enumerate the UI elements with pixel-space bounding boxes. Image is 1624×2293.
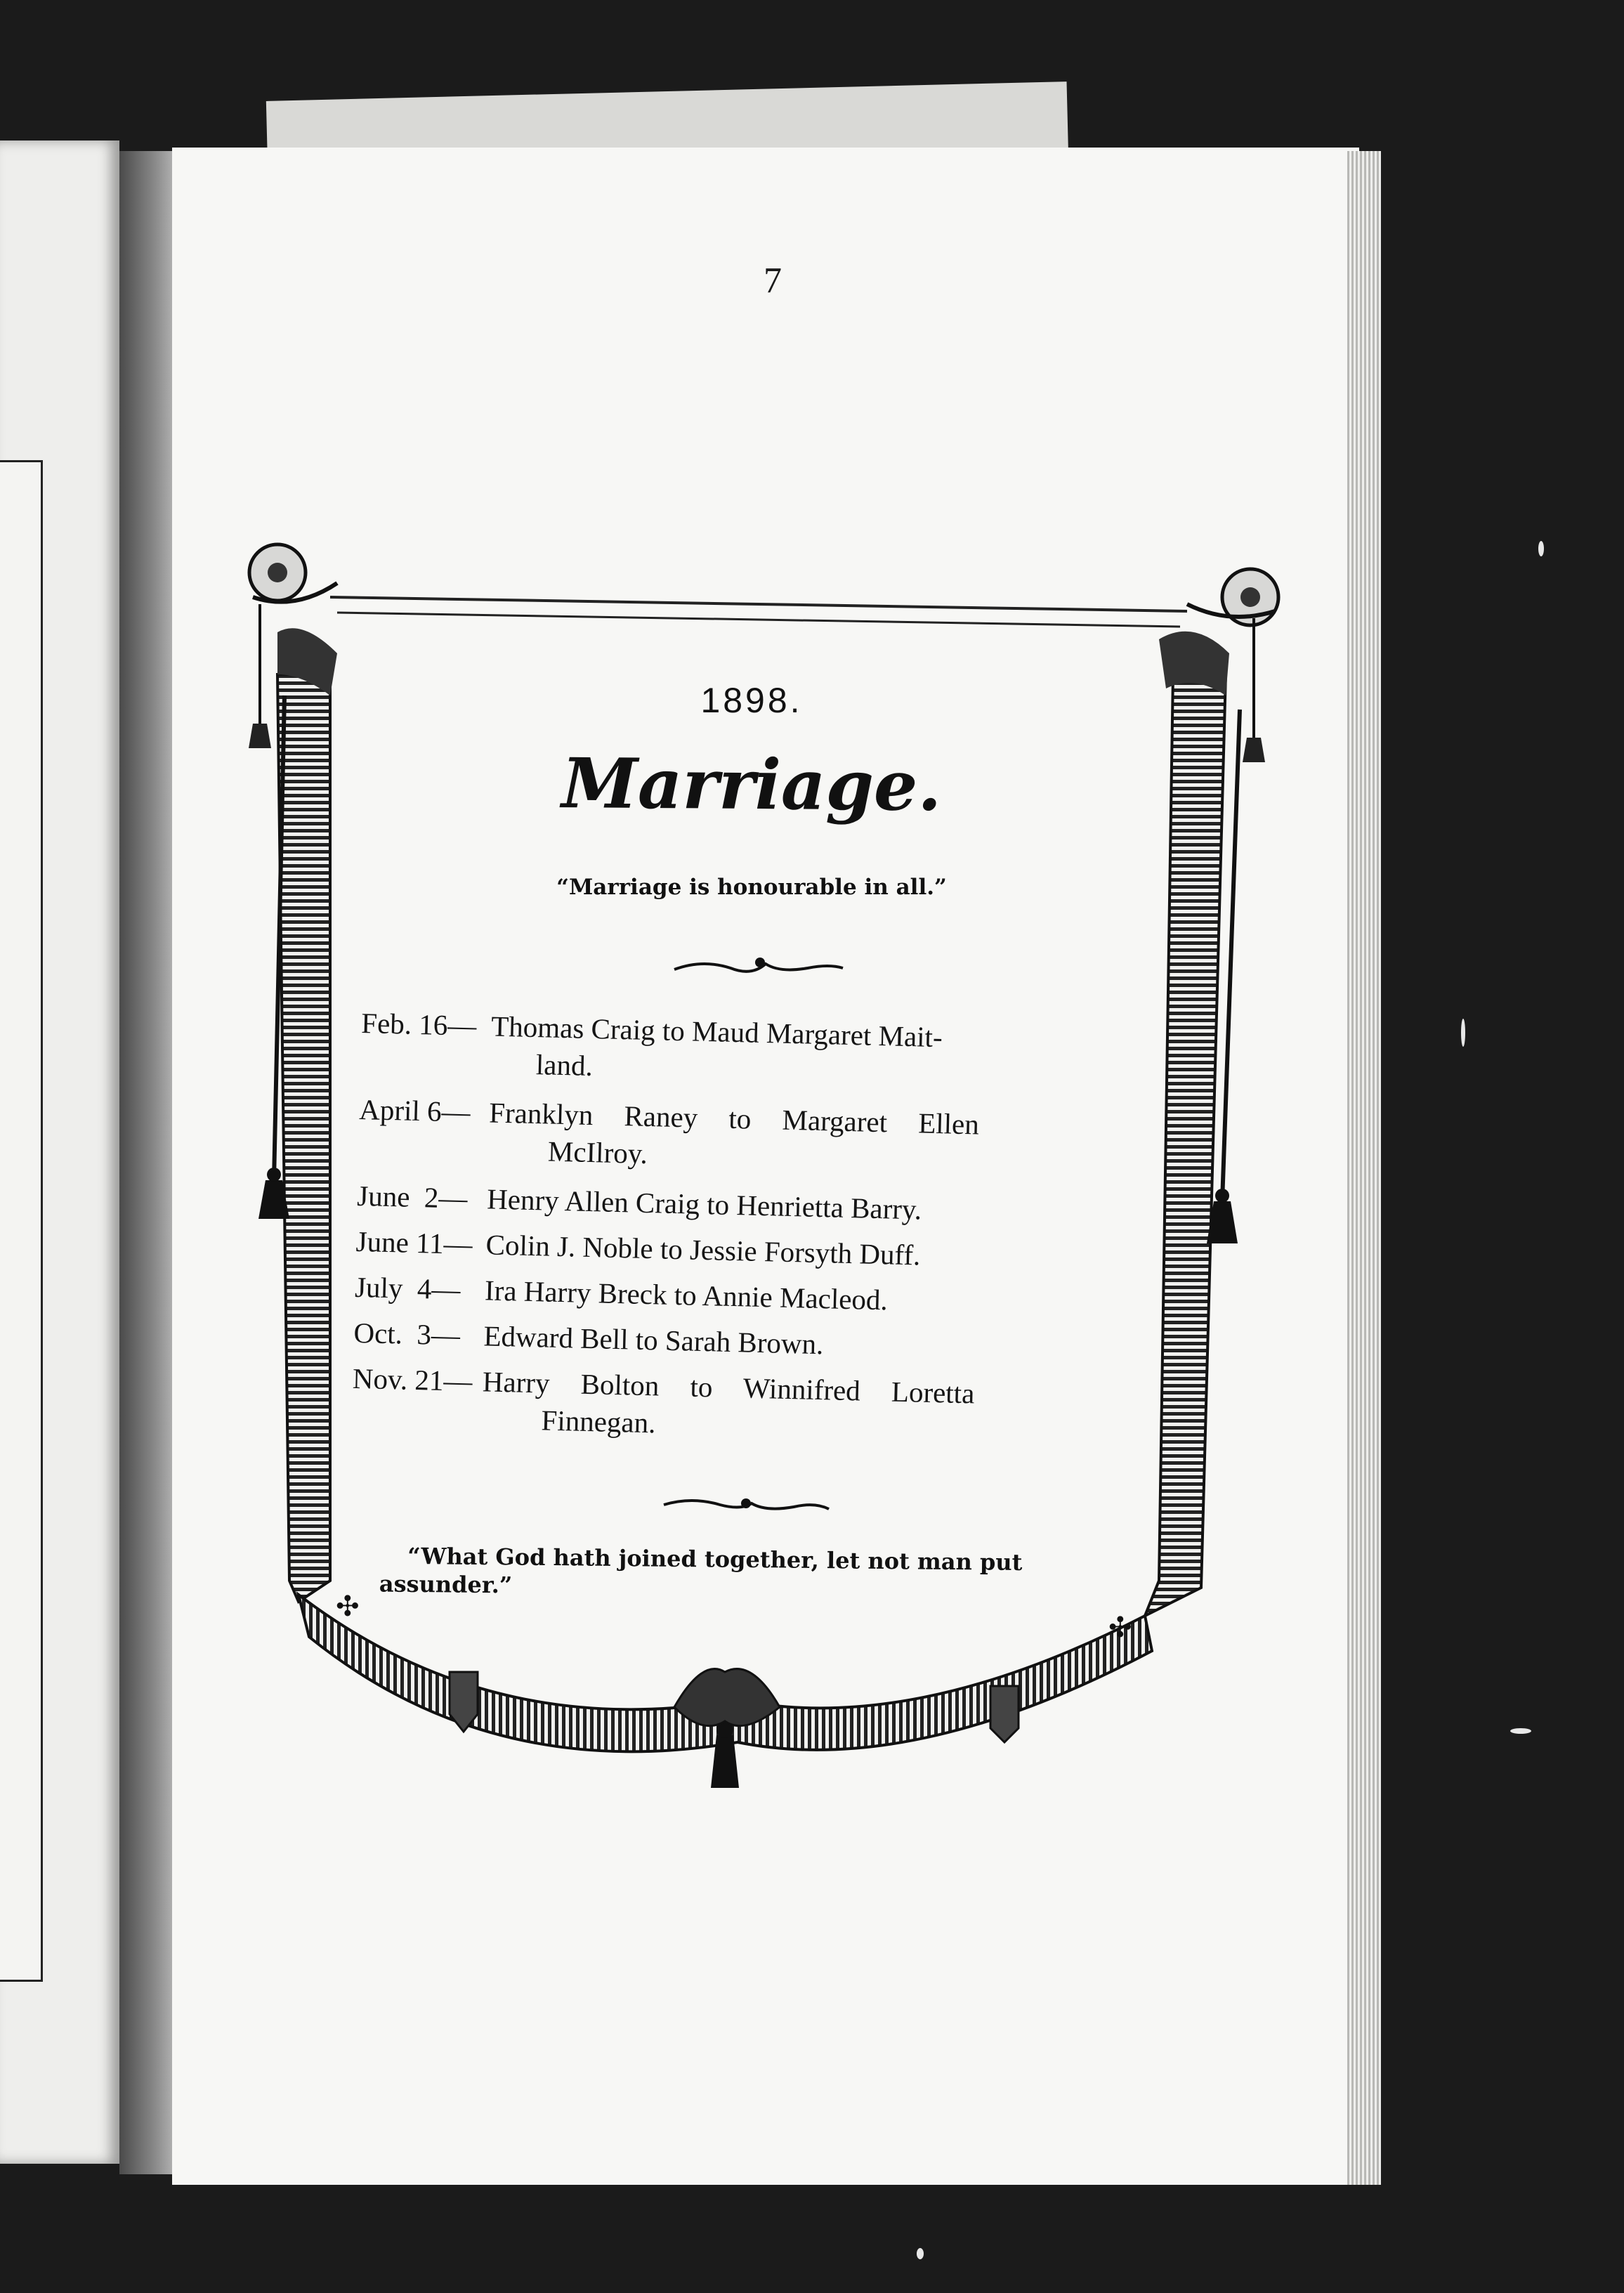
svg-text:✣: ✣ xyxy=(336,1590,360,1623)
entry-date: Feb. 16— xyxy=(360,1006,477,1042)
flourish-divider xyxy=(664,1498,829,1509)
film-speck xyxy=(917,2248,924,2259)
film-speck xyxy=(1538,541,1544,556)
entry-date: July 4— xyxy=(354,1270,461,1306)
list-item xyxy=(358,1091,1132,1184)
tassel-icon xyxy=(249,724,271,748)
entry-date: Oct. 3— xyxy=(353,1316,461,1352)
entry-text: Ira Harry Breck to Annie Macleod. xyxy=(484,1274,889,1317)
epigraph-quote: “Marriage is honourable in all.” xyxy=(556,875,947,900)
list-item xyxy=(355,1269,1128,1324)
entry-text: Colin J. Noble to Jessie Forsyth Duff. xyxy=(485,1228,921,1272)
list-item xyxy=(355,1223,1129,1279)
marriage-list xyxy=(351,1005,1134,1453)
closing-quote: “What God hath joined together, let not man put assunder.” xyxy=(379,1542,1023,1599)
entry-continuation: Finnegan. xyxy=(541,1404,656,1439)
entry-date: June 11— xyxy=(355,1224,473,1260)
entry-text: Franklyn Raney to Margaret Ellen xyxy=(488,1096,980,1141)
svg-text:✣: ✣ xyxy=(1108,1612,1132,1644)
page-number: 7 xyxy=(764,261,782,301)
entry-date: April 6— xyxy=(358,1092,471,1128)
bow-icon xyxy=(1187,569,1278,625)
entry-continuation: McIlroy. xyxy=(547,1135,648,1170)
entry-text: Harry Bolton to Winnifred Loretta xyxy=(482,1365,975,1410)
year-heading: 1898. xyxy=(700,681,803,720)
bow-icon xyxy=(249,544,337,602)
list-item xyxy=(353,1314,1127,1370)
film-speck xyxy=(1461,1019,1465,1047)
flourish-divider xyxy=(674,958,843,972)
entry-date: June 2— xyxy=(356,1179,469,1215)
list-item xyxy=(357,1177,1130,1233)
film-speck xyxy=(1510,1728,1531,1734)
entry-date: Nov. 21— xyxy=(352,1361,473,1397)
entry-text: Thomas Craig to Maud Margaret Mait- xyxy=(490,1010,943,1054)
entry-text: Henry Allen Craig to Henrietta Barry. xyxy=(486,1182,922,1226)
entry-continuation: land. xyxy=(535,1048,594,1083)
tassel-icon xyxy=(1243,738,1265,762)
page-title: Marriage. xyxy=(561,743,942,827)
entry-text: Edward Bell to Sarah Brown. xyxy=(483,1319,824,1361)
